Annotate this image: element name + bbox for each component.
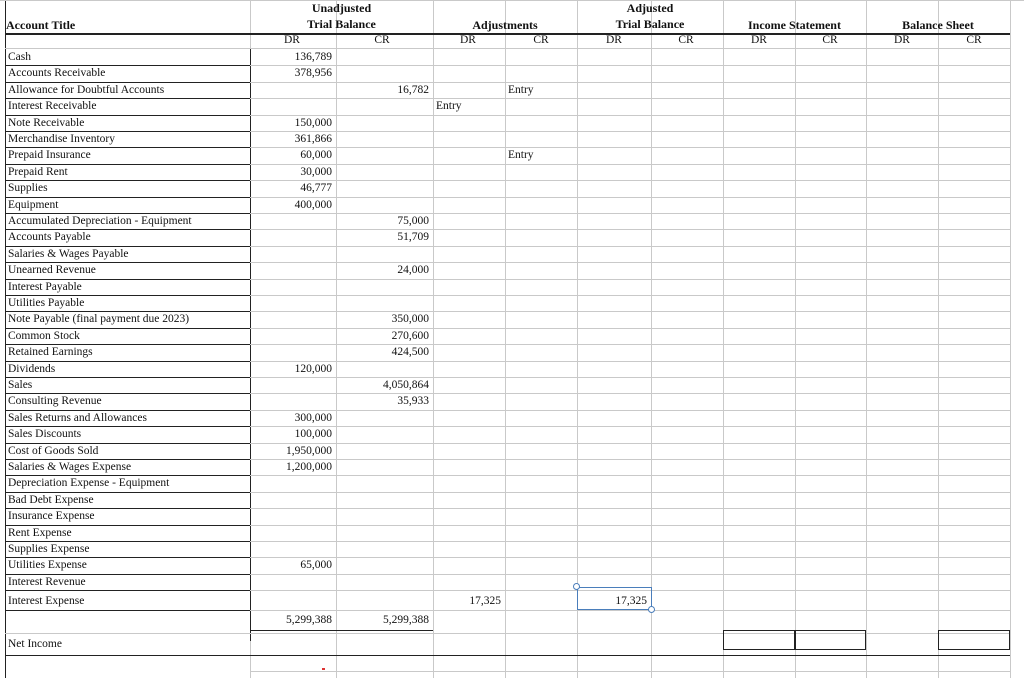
row-line xyxy=(250,574,1010,575)
unadjusted-cr-cell[interactable]: 270,600 xyxy=(391,329,429,342)
grid-vline xyxy=(505,0,506,678)
row-line xyxy=(250,361,1010,362)
unadjusted-cr-cell[interactable]: 4,050,864 xyxy=(383,379,429,391)
net-income-cell[interactable] xyxy=(938,630,1010,650)
unadjusted-cr-cell[interactable]: 24,000 xyxy=(397,264,429,277)
net-income-line xyxy=(250,655,1010,656)
unadjusted-dr-cell[interactable]: 100,000 xyxy=(294,428,332,441)
account-name[interactable]: Cash xyxy=(8,51,31,63)
unadjusted-dr-cell[interactable]: 300,000 xyxy=(294,411,332,424)
row-line xyxy=(250,147,1010,148)
subheader-dr: DR xyxy=(460,34,476,46)
unadjusted-cr-cell[interactable]: 35,933 xyxy=(397,395,429,408)
unadjusted-dr-cell[interactable]: 378,956 xyxy=(294,67,332,80)
adjustment-cr-cell[interactable]: Entry xyxy=(508,83,534,96)
account-name[interactable]: Supplies xyxy=(8,182,48,195)
unadjusted-cr-cell[interactable]: 350,000 xyxy=(391,313,429,326)
subheader-cr: CR xyxy=(374,34,390,46)
account-name[interactable]: Bad Debt Expense xyxy=(8,493,94,506)
row-line xyxy=(250,246,1010,247)
account-name[interactable]: Insurance Expense xyxy=(8,510,95,523)
account-name[interactable]: Merchandise Inventory xyxy=(8,133,115,145)
selected-cell[interactable] xyxy=(577,587,652,610)
adjusted-header: Adjusted xyxy=(626,1,674,15)
account-name[interactable]: Cost of Goods Sold xyxy=(8,444,99,457)
row-line xyxy=(250,671,1010,672)
row-line xyxy=(250,295,1010,296)
adjustments-header: Adjustments xyxy=(472,18,538,32)
row-line xyxy=(250,541,1010,542)
unadjusted-cr-cell[interactable]: 51,709 xyxy=(397,231,429,244)
row-line xyxy=(5,590,250,591)
row-line xyxy=(250,557,1010,558)
row-line xyxy=(250,426,1010,427)
net-income-line xyxy=(5,655,250,656)
subheader-cr: CR xyxy=(678,34,694,46)
account-name[interactable]: Accounts Payable xyxy=(8,231,91,244)
adjusted-header-line2: Trial Balance xyxy=(615,17,685,31)
account-name[interactable]: Note Receivable xyxy=(8,116,85,129)
account-name[interactable]: Common Stock xyxy=(8,329,80,342)
unadjusted-dr-cell[interactable]: 136,789 xyxy=(294,51,332,63)
grid-vline xyxy=(577,0,578,678)
row-line xyxy=(250,508,1010,509)
unadjusted-cr-cell[interactable]: 424,500 xyxy=(391,346,429,359)
selection-handle-bottom-right[interactable] xyxy=(648,606,655,613)
adjustment-dr-cell[interactable]: Entry xyxy=(436,100,462,113)
row-line xyxy=(250,525,1010,526)
grid-hline xyxy=(0,0,1024,1)
account-name[interactable]: Note Payable (final payment due 2023) xyxy=(8,313,190,326)
account-name[interactable]: Salaries & Wages Expense xyxy=(8,461,132,473)
account-name[interactable]: Accounts Receivable xyxy=(8,67,106,80)
grid-vline xyxy=(866,0,867,678)
account-name[interactable]: Consulting Revenue xyxy=(8,395,102,408)
subheader-dr: DR xyxy=(751,34,767,46)
red-marker xyxy=(322,668,325,670)
unadjusted-cr-cell[interactable]: 16,782 xyxy=(397,83,429,96)
row-line xyxy=(250,180,1010,181)
unadjusted-dr-cell[interactable]: 65,000 xyxy=(300,559,332,572)
account-name[interactable]: Allowance for Doubtful Accounts xyxy=(8,83,165,96)
account-name[interactable]: Sales xyxy=(8,379,33,391)
account-name[interactable]: Utilities Expense xyxy=(8,559,87,572)
unadjusted-dr-cell[interactable]: 361,866 xyxy=(294,133,332,145)
unadjusted-header: Unadjusted xyxy=(311,1,372,15)
row-line xyxy=(250,197,1010,198)
subheader-cr: CR xyxy=(966,34,982,46)
row-line xyxy=(250,443,1010,444)
adjustment-cr-cell[interactable]: Entry xyxy=(508,149,534,162)
grid-hline xyxy=(5,48,1010,49)
row-line xyxy=(250,410,1010,411)
row-line xyxy=(250,164,1010,165)
grid-vline xyxy=(795,0,796,678)
unadjusted-cr-cell[interactable]: 75,000 xyxy=(397,215,429,227)
account-name[interactable]: Sales Returns and Allowances xyxy=(8,411,147,424)
net-income-cell[interactable] xyxy=(723,630,795,650)
unadjusted-header-line2: Trial Balance xyxy=(307,17,376,31)
row-line xyxy=(250,279,1010,280)
net-income-label: Net Income xyxy=(8,638,62,651)
unadjusted-dr-cell[interactable]: 400,000 xyxy=(294,198,332,211)
unadjusted-dr-cell[interactable]: 46,777 xyxy=(300,182,332,195)
row-line xyxy=(250,610,1010,611)
account-name[interactable]: Utilities Payable xyxy=(8,297,85,309)
row-line xyxy=(250,65,1010,66)
row-line xyxy=(5,610,250,611)
net-income-cell[interactable] xyxy=(795,630,866,650)
unadjusted-dr-cell[interactable]: 120,000 xyxy=(294,362,332,375)
account-name[interactable]: Sales Discounts xyxy=(8,428,82,441)
account-name[interactable]: Supplies Expense xyxy=(8,543,90,555)
account-name[interactable]: Prepaid Rent xyxy=(8,165,68,178)
account-title-header: Account Title xyxy=(6,18,76,32)
account-name[interactable]: Interest Expense xyxy=(8,595,85,608)
balance-sheet-header: Balance Sheet xyxy=(902,18,974,32)
account-name[interactable]: Dividends xyxy=(8,362,56,375)
account-name[interactable]: Salaries & Wages Payable xyxy=(8,247,129,260)
row-line xyxy=(250,459,1010,460)
row-line xyxy=(250,475,1010,476)
subheader-cr: CR xyxy=(533,34,549,46)
unadjusted-dr-cell[interactable]: 1,200,000 xyxy=(286,461,332,473)
account-name[interactable]: Accumulated Depreciation - Equipment xyxy=(8,215,192,227)
account-name[interactable]: Prepaid Insurance xyxy=(8,149,91,162)
adjustment-dr-cell[interactable]: 17,325 xyxy=(469,595,501,608)
account-name[interactable]: Interest Revenue xyxy=(8,575,86,588)
subheader-dr: DR xyxy=(894,34,910,46)
account-name[interactable]: Equipment xyxy=(8,198,59,211)
row-line xyxy=(250,115,1010,116)
totals-double-underline xyxy=(250,630,433,631)
account-name[interactable]: Interest Payable xyxy=(8,280,82,293)
row-line xyxy=(250,98,1010,99)
account-name[interactable]: Depreciation Expense - Equipment xyxy=(8,477,170,490)
subheader-dr: DR xyxy=(606,34,622,46)
unadjusted-dr-cell[interactable]: 60,000 xyxy=(300,149,332,162)
unadjusted-dr-cell[interactable]: 150,000 xyxy=(294,116,332,129)
account-name[interactable]: Interest Receivable xyxy=(8,100,97,113)
adjusted-dr-cell[interactable]: 17,325 xyxy=(615,595,647,608)
account-name[interactable]: Unearned Revenue xyxy=(8,264,96,277)
account-name[interactable]: Retained Earnings xyxy=(8,346,93,359)
grid-vline xyxy=(651,0,652,678)
row-line xyxy=(250,131,1010,132)
grid-vline xyxy=(723,0,724,678)
total-unadjusted-cr: 5,299,388 xyxy=(383,614,429,627)
income-statement-header: Income Statement xyxy=(748,18,841,32)
grid-vline xyxy=(938,0,939,678)
account-name[interactable]: Rent Expense xyxy=(8,526,72,539)
total-unadjusted-dr: 5,299,388 xyxy=(286,614,332,627)
subheader-dr: DR xyxy=(284,34,300,46)
grid-vline xyxy=(1010,0,1011,678)
unadjusted-dr-cell[interactable]: 30,000 xyxy=(300,165,332,178)
row-line xyxy=(250,492,1010,493)
unadjusted-dr-cell[interactable]: 1,950,000 xyxy=(286,444,332,457)
subheader-cr: CR xyxy=(822,34,838,46)
